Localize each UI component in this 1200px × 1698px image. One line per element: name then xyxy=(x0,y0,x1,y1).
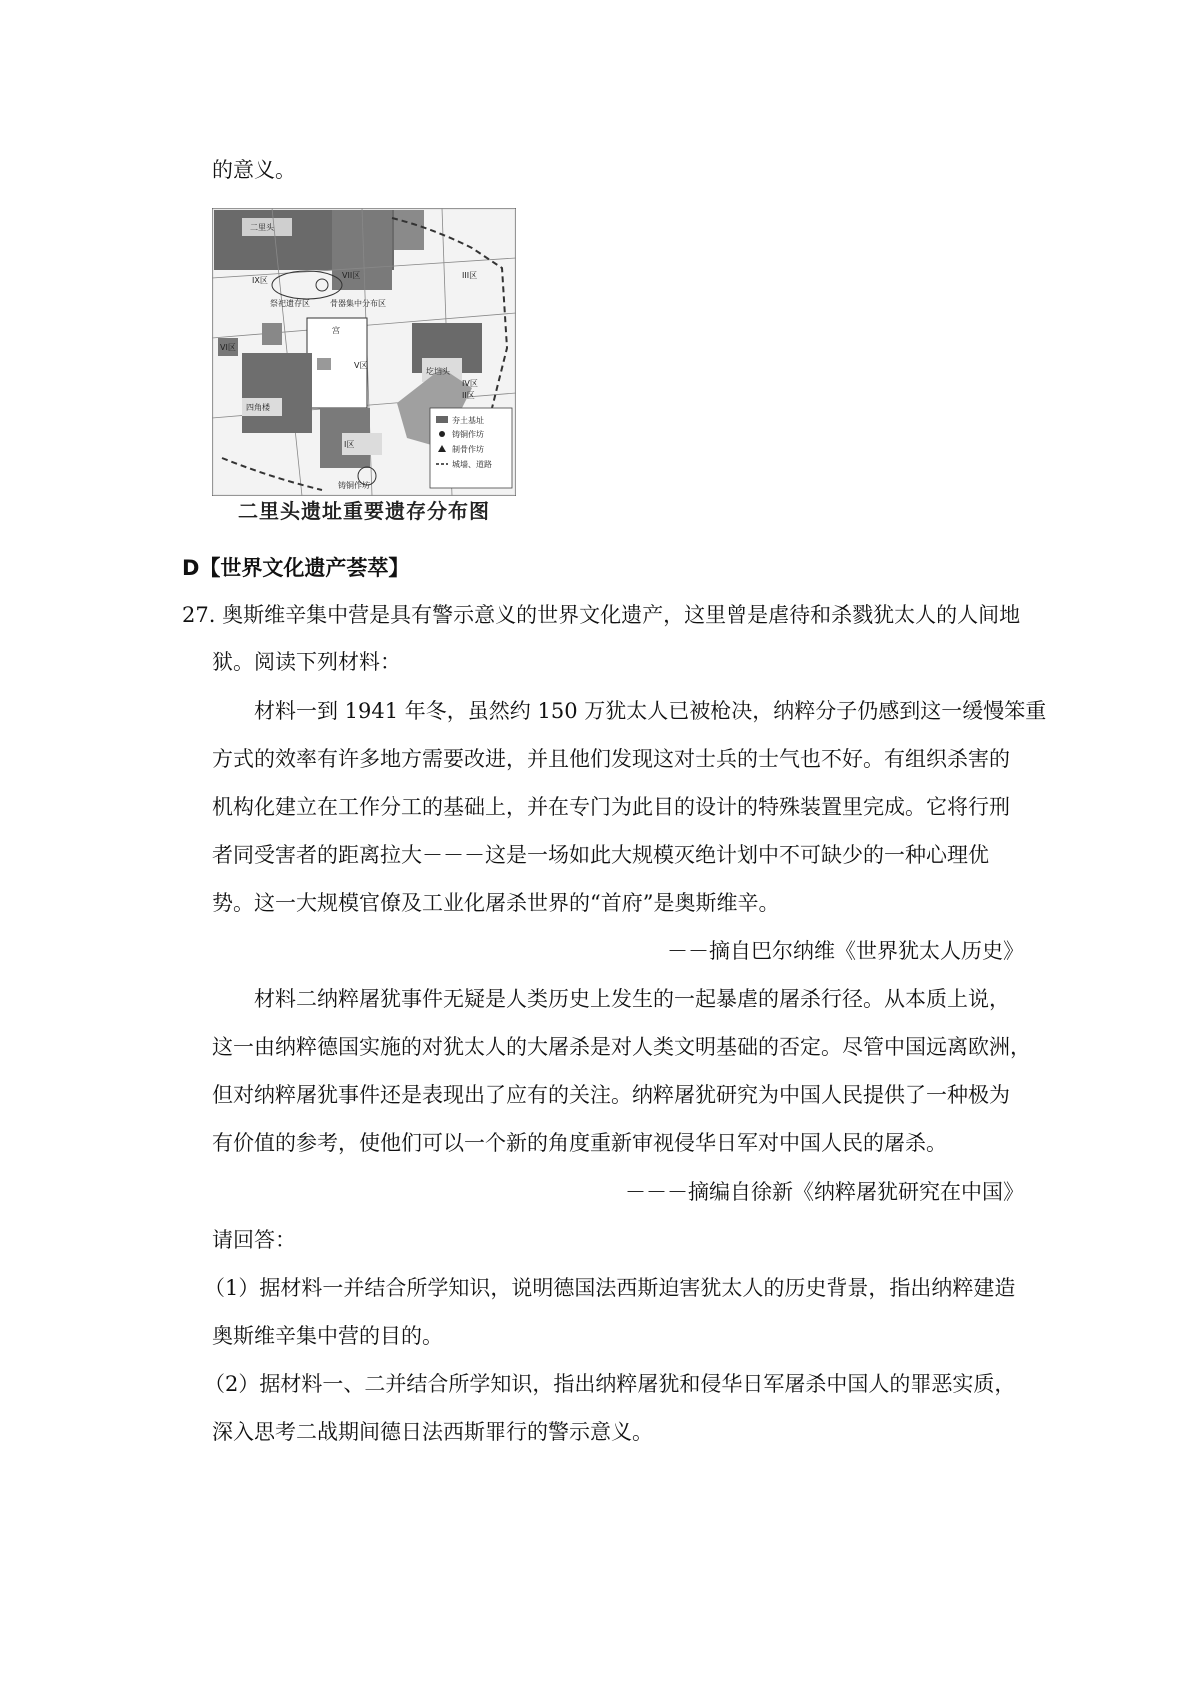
label-palace: 宫 xyxy=(332,326,340,335)
question-27-line-2: 狱。阅读下列材料： xyxy=(212,650,401,674)
material-2-source: －－－摘编自徐新《纳粹屠犹研究在中国》 xyxy=(625,1180,1024,1204)
label-zone-i: I区 xyxy=(344,440,355,449)
label-sacrifice: 祭祀遗存区 xyxy=(270,299,310,308)
legend-label-2: 铸铜作坊 xyxy=(452,430,484,439)
legend-label-3: 制骨作坊 xyxy=(452,445,484,454)
material-1-line-1: 材料一到 1941 年冬，虽然约 150 万犹太人已被枪决，纳粹分子仍感到这一缓慢笨重 xyxy=(254,699,1047,723)
label-zone-v: V区 xyxy=(354,361,368,370)
material-1-source: －－摘自巴尔纳维《世界犹太人历史》 xyxy=(667,939,1024,963)
previous-question-end: 的意义。 xyxy=(212,158,296,182)
label-sijiaolou: 四角楼 xyxy=(246,403,270,412)
label-workshop: 铸铜作坊 xyxy=(338,481,370,490)
material-2-line-4: 有价值的参考，使他们可以一个新的角度重新审视侵华日军对中国人民的屠杀。 xyxy=(212,1131,947,1155)
label-zone-iii: III区 xyxy=(462,271,478,280)
label-zone-ix: IX区 xyxy=(252,276,268,285)
map-block-west xyxy=(242,353,312,433)
answer-prompt: 请回答： xyxy=(212,1228,296,1252)
sub-question-2-line-2: 深入思考二战期间德日法西斯罪行的警示意义。 xyxy=(212,1420,653,1444)
label-bone: 骨器集中分布区 xyxy=(330,299,386,308)
material-2-line-2: 这一由纳粹德国实施的对犹太人的大屠杀是对人类文明基础的否定。尽管中国远离欧洲， xyxy=(212,1035,1031,1059)
map-caption: 二里头遗址重要遗存分布图 xyxy=(238,499,490,523)
section-d-heading: D【世界文化遗产荟萃】 xyxy=(182,556,410,580)
label-zone-iv: IV区 xyxy=(462,379,478,388)
label-erlitou: 二里头 xyxy=(250,223,274,232)
erlitou-site-map xyxy=(212,208,516,530)
legend-label-1: 夯土基址 xyxy=(452,416,484,425)
material-1-line-2: 方式的效率有许多地方需要改进，并且他们发现这对士兵的士气也不好。有组织杀害的 xyxy=(212,747,1010,771)
sub-question-2-line-1: （2）据材料一、二并结合所学知识，指出纳粹屠犹和侵华日军屠杀中国人的罪恶实质， xyxy=(204,1372,1016,1396)
sub-question-1-line-2: 奥斯维辛集中营的目的。 xyxy=(212,1324,443,1348)
map-drawing xyxy=(212,208,516,496)
sub-question-1-line-1: （1）据材料一并结合所学知识，说明德国法西斯迫害犹太人的历史背景，指出纳粹建造 xyxy=(204,1276,1016,1300)
material-2-line-3: 但对纳粹屠犹事件还是表现出了应有的关注。纳粹屠犹研究为中国人民提供了一种极为 xyxy=(212,1083,1010,1107)
material-1-line-5: 势。这一大规模官僚及工业化屠杀世界的“首府”是奥斯维辛。 xyxy=(212,891,780,915)
material-1-line-3: 机构化建立在工作分工的基础上，并在专门为此目的设计的特殊装置里完成。它将行刑 xyxy=(212,795,1010,819)
material-1-line-4: 者同受害者的距离拉大－－－这是一场如此大规模灭绝计划中不可缺少的一种心理优 xyxy=(212,843,989,867)
label-zone-vii: VII区 xyxy=(342,271,361,280)
label-zone-ii: II区 xyxy=(462,391,475,400)
label-qiaoxi: 圪垱头 xyxy=(426,367,450,376)
material-2-line-1: 材料二纳粹屠犹事件无疑是人类历史上发生的一起暴虐的屠杀行径。从本质上说， xyxy=(254,987,1010,1011)
label-zone-vi: VI区 xyxy=(220,343,236,352)
question-27-line-1: 27. 奥斯维辛集中营是具有警示意义的世界文化遗产，这里曾是虐待和杀戮犹太人的人间地 xyxy=(182,603,1021,627)
legend-label-4: 城墙、道路 xyxy=(452,460,492,469)
